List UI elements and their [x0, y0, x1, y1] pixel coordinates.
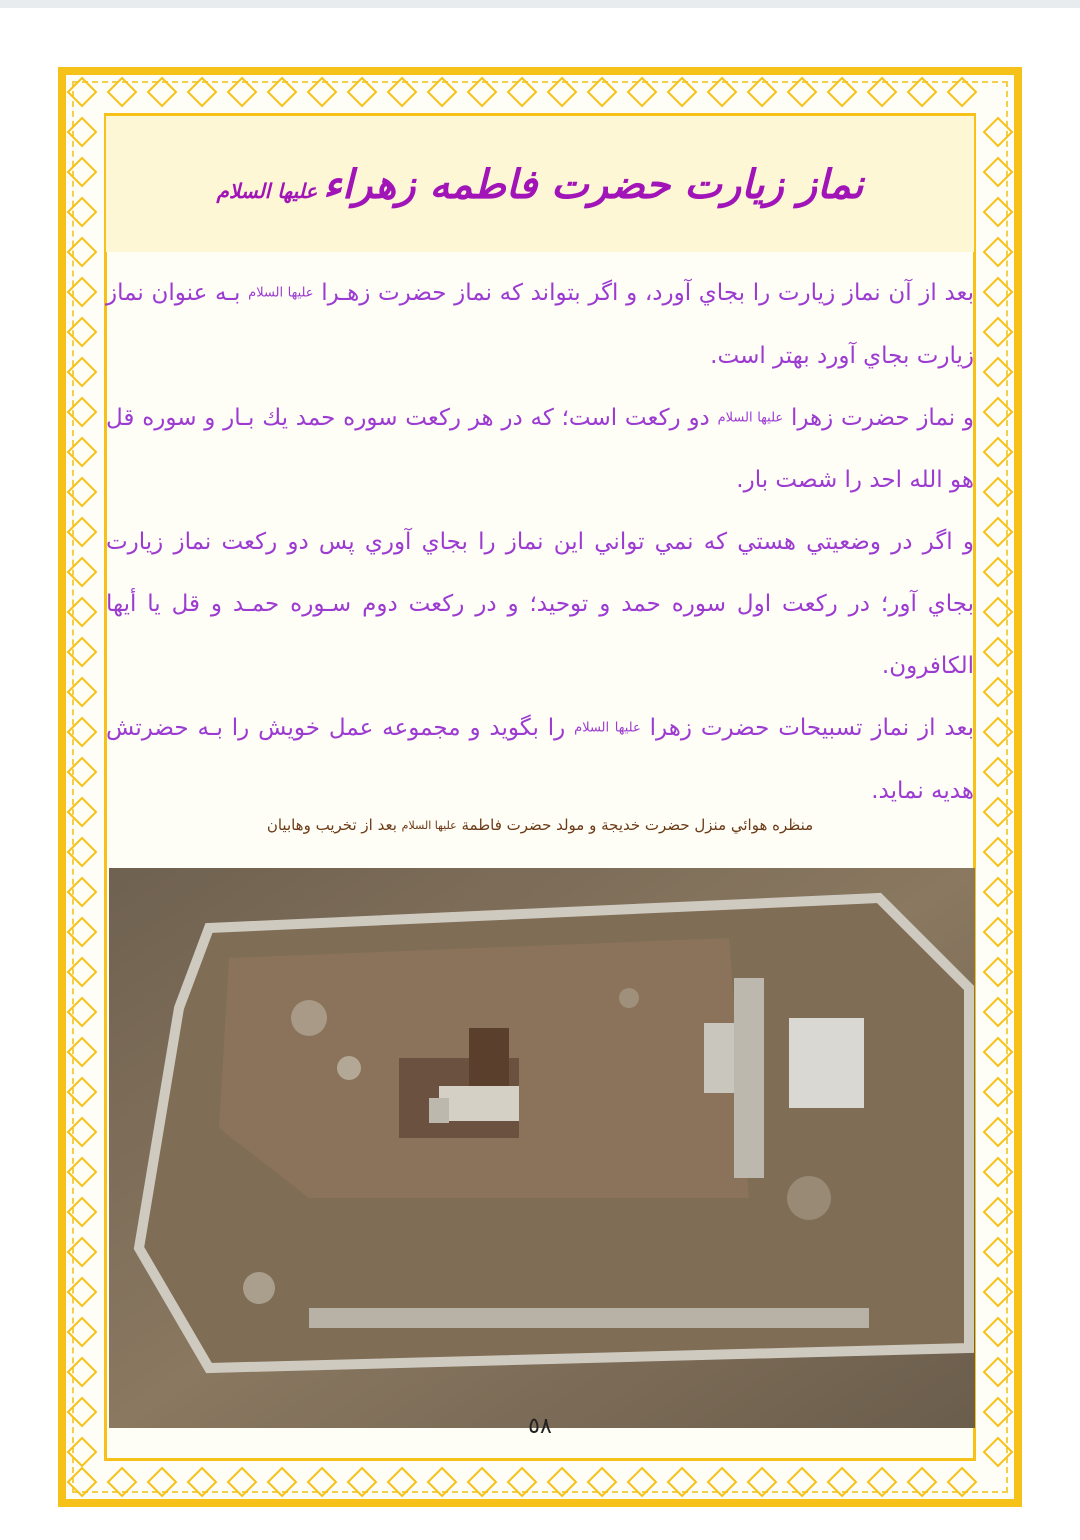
border-diamond-ornament: [428, 1468, 456, 1496]
border-diamond-ornament: [984, 518, 1012, 546]
border-diamond-ornament: [908, 78, 936, 106]
border-diamond-ornament: [908, 1468, 936, 1496]
border-diamond-ornament: [428, 78, 456, 106]
border-diamond-ornament: [984, 1198, 1012, 1226]
border-diamond-ornament: [984, 798, 1012, 826]
border-diamond-ornament: [508, 1468, 536, 1496]
border-diamond-ornament: [984, 398, 1012, 426]
page-number: ٥٨: [528, 1414, 552, 1439]
border-diamond-ornament: [68, 78, 96, 106]
paragraph-text: بعد از آن نماز زيارت را بجاي آورد، و اگر بتواند كه نماز حضرت زهـرا: [321, 280, 975, 306]
border-diamond-ornament: [68, 1398, 96, 1426]
border-diamond-ornament: [984, 878, 1012, 906]
border-diamond-ornament: [348, 1468, 376, 1496]
border-diamond-ornament: [68, 238, 96, 266]
border-diamond-ornament: [948, 1468, 976, 1496]
border-diamond-ornament: [948, 78, 976, 106]
aerial-photo: [109, 868, 975, 1428]
border-diamond-ornament: [708, 78, 736, 106]
border-diamond-ornament: [984, 478, 1012, 506]
border-diamond-ornament: [68, 518, 96, 546]
border-diamond-ornament: [68, 358, 96, 386]
border-diamond-ornament: [984, 118, 1012, 146]
border-diamond-ornament: [668, 1468, 696, 1496]
border-diamond-ornament: [68, 558, 96, 586]
border-diamond-ornament: [984, 438, 1012, 466]
border-diamond-ornament: [984, 1118, 1012, 1146]
border-diamond-ornament: [984, 1078, 1012, 1106]
border-diamond-ornament: [984, 198, 1012, 226]
border-diamond-ornament: [984, 598, 1012, 626]
border-diamond-ornament: [68, 758, 96, 786]
body-text: [106, 262, 974, 822]
border-diamond-ornament: [188, 1468, 216, 1496]
border-diamond-ornament: [68, 1118, 96, 1146]
honorific-mark: عليها السلام: [248, 285, 314, 301]
caption-text: بعد از تخريب وهابيان: [266, 816, 397, 834]
border-diamond-ornament: [68, 1438, 96, 1466]
border-diamond-ornament: [68, 678, 96, 706]
border-diamond-ornament: [228, 78, 256, 106]
border-diamond-ornament: [984, 1358, 1012, 1386]
paragraph-text: بعد از نماز تسبيحات حضرت زهرا: [649, 715, 974, 741]
border-diamond-ornament: [68, 318, 96, 346]
border-diamond-ornament: [308, 78, 336, 106]
border-diamond-ornament: [984, 1158, 1012, 1186]
border-diamond-ornament: [708, 1468, 736, 1496]
border-diamond-ornament: [68, 478, 96, 506]
border-diamond-ornament: [588, 78, 616, 106]
border-diamond-ornament: [388, 78, 416, 106]
paragraph: [106, 511, 974, 697]
border-diamond-ornament: [148, 1468, 176, 1496]
photo-caption: [106, 816, 974, 846]
border-diamond-ornament: [548, 1468, 576, 1496]
border-diamond-ornament: [508, 78, 536, 106]
border-diamond-ornament: [548, 78, 576, 106]
border-diamond-ornament: [68, 158, 96, 186]
border-diamond-ornament: [984, 678, 1012, 706]
border-diamond-ornament: [228, 1468, 256, 1496]
border-diamond-ornament: [68, 1358, 96, 1386]
border-diamond-ornament: [348, 78, 376, 106]
border-diamond-ornament: [68, 798, 96, 826]
border-diamond-ornament: [68, 838, 96, 866]
border-diamond-ornament: [788, 78, 816, 106]
honorific-mark: عليها السلام: [574, 720, 641, 736]
border-diamond-ornament: [148, 78, 176, 106]
paragraph-text: بـه عنوان نماز زيارت بجاي آورد بهتر است.: [106, 280, 974, 369]
border-diamond-ornament: [68, 1078, 96, 1106]
border-diamond-ornament: [68, 878, 96, 906]
border-diamond-ornament: [984, 358, 1012, 386]
border-diamond-ornament: [68, 1318, 96, 1346]
border-diamond-ornament: [984, 998, 1012, 1026]
border-diamond-ornament: [68, 598, 96, 626]
border-diamond-ornament: [308, 1468, 336, 1496]
border-diamond-ornament: [68, 1038, 96, 1066]
border-diamond-ornament: [628, 78, 656, 106]
border-diamond-ornament: [68, 1238, 96, 1266]
border-diamond-ornament: [68, 438, 96, 466]
border-diamond-ornament: [984, 238, 1012, 266]
title-banner: [106, 116, 974, 252]
border-diamond-ornament: [788, 1468, 816, 1496]
border-diamond-ornament: [668, 78, 696, 106]
border-diamond-ornament: [68, 638, 96, 666]
border-diamond-ornament: [468, 1468, 496, 1496]
paragraph: [106, 387, 974, 512]
border-diamond-ornament: [188, 78, 216, 106]
border-diamond-ornament: [68, 398, 96, 426]
caption-text: منظره هوائي منزل حضرت خديجة و مولد حضرت فاطمة: [461, 816, 814, 834]
border-diamond-ornament: [984, 758, 1012, 786]
border-diamond-ornament: [68, 118, 96, 146]
border-diamond-ornament: [268, 1468, 296, 1496]
border-diamond-ornament: [748, 1468, 776, 1496]
honorific-mark: عليها السلام: [401, 819, 457, 832]
border-diamond-ornament: [984, 1318, 1012, 1346]
border-diamond-ornament: [984, 318, 1012, 346]
paragraph-text: و اگر در وضعيتي هستي كه نمي تواني اين نماز را بجاي آوري پس دو ركعت نماز زيارت بجاي آور؛ در ركعت اول سوره حمد و توحيد؛ و در ركعت دوم سـوره حمـد و قل يا أيها الكافرون.: [106, 529, 974, 679]
border-diamond-ornament: [108, 78, 136, 106]
border-diamond-ornament: [828, 1468, 856, 1496]
border-diamond-ornament: [984, 918, 1012, 946]
border-diamond-ornament: [68, 1198, 96, 1226]
border-diamond-ornament: [984, 1438, 1012, 1466]
border-diamond-ornament: [108, 1468, 136, 1496]
aerial-photo-illustration: [109, 868, 975, 1428]
title-honorific: عليها السلام: [216, 178, 318, 203]
border-diamond-ornament: [68, 998, 96, 1026]
border-diamond-ornament: [68, 718, 96, 746]
paragraph-text: دو ركعت است؛ كه در هر ركعت سوره حمد يك بـار و سوره قل هو الله احد را شصت بار.: [106, 404, 974, 493]
border-diamond-ornament: [68, 1468, 96, 1496]
border-diamond-ornament: [984, 158, 1012, 186]
border-diamond-ornament: [984, 718, 1012, 746]
border-diamond-ornament: [984, 1278, 1012, 1306]
border-diamond-ornament: [68, 918, 96, 946]
border-diamond-ornament: [748, 78, 776, 106]
title-text: نماز زيارت حضرت فاطمه زهراء: [323, 160, 864, 208]
border-diamond-ornament: [984, 838, 1012, 866]
border-diamond-ornament: [468, 78, 496, 106]
page-title: [216, 161, 863, 208]
border-diamond-ornament: [628, 1468, 656, 1496]
border-diamond-ornament: [984, 558, 1012, 586]
border-diamond-ornament: [984, 1398, 1012, 1426]
border-diamond-ornament: [68, 1278, 96, 1306]
border-diamond-ornament: [68, 278, 96, 306]
border-diamond-ornament: [984, 1238, 1012, 1266]
border-diamond-ornament: [268, 78, 296, 106]
border-diamond-ornament: [828, 78, 856, 106]
border-diamond-ornament: [68, 958, 96, 986]
border-diamond-ornament: [984, 958, 1012, 986]
paragraph: [106, 262, 974, 387]
border-diamond-ornament: [984, 638, 1012, 666]
border-diamond-ornament: [868, 78, 896, 106]
border-diamond-ornament: [588, 1468, 616, 1496]
border-diamond-ornament: [68, 1158, 96, 1186]
border-diamond-ornament: [984, 278, 1012, 306]
border-diamond-ornament: [388, 1468, 416, 1496]
border-diamond-ornament: [68, 198, 96, 226]
paragraph: [106, 697, 974, 822]
paragraph-text: و نماز حضرت زهرا: [790, 404, 975, 431]
border-diamond-ornament: [868, 1468, 896, 1496]
honorific-mark: عليها السلام: [717, 410, 784, 425]
border-diamond-ornament: [984, 1038, 1012, 1066]
paragraph-text: را بگويد و مجموعه عمل خويش را بـه حضرتش هديه نمايد.: [106, 715, 974, 804]
